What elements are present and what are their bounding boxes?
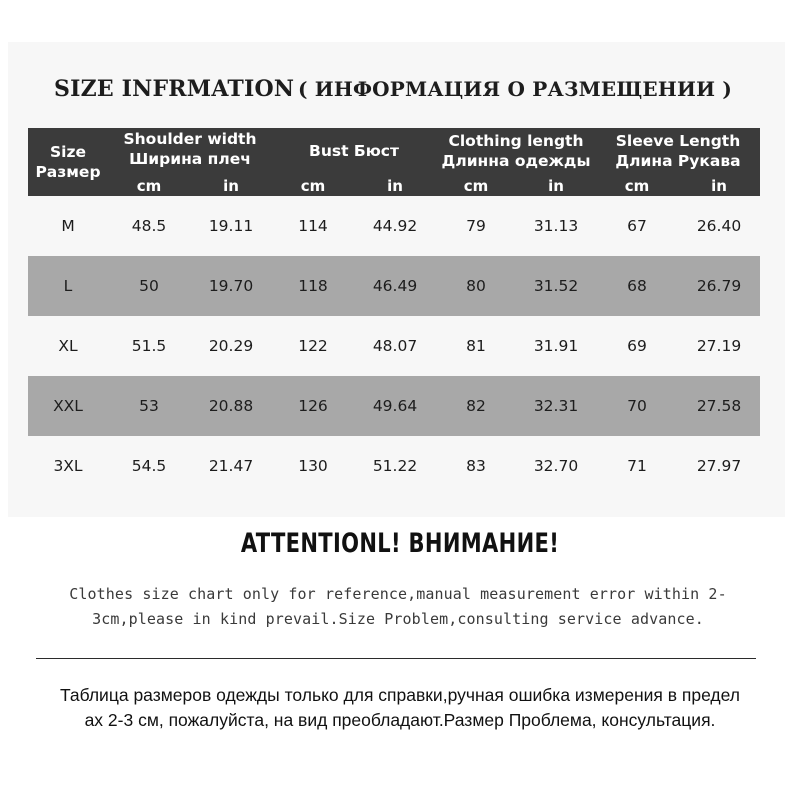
header-shoulder-ru: Ширина плеч bbox=[129, 150, 251, 168]
header-length-ru: Длинна одежды bbox=[441, 152, 591, 170]
cell-shoulder-cm: 48.5 bbox=[131, 217, 167, 235]
cell-length-in: 32.70 bbox=[533, 457, 579, 475]
cell-size: M bbox=[61, 217, 75, 235]
reference-note-ru bbox=[20, 683, 780, 733]
cell-sleeve-cm: 68 bbox=[627, 277, 647, 295]
header-sleeve-en: Sleeve Length bbox=[615, 132, 741, 150]
reference-note-ru-line2: ах 2-3 см, пожалуйста, на вид преобладают.Размер Проблема, консультация. bbox=[84, 710, 716, 730]
cell-shoulder-cm: 54.5 bbox=[131, 457, 167, 475]
cell-bust-in: 51.22 bbox=[372, 457, 418, 475]
unit-sleeve-cm: cm bbox=[624, 177, 650, 195]
cell-shoulder-in: 19.70 bbox=[208, 277, 254, 295]
unit-shoulder-cm: cm bbox=[136, 177, 162, 195]
table-row bbox=[28, 196, 760, 256]
cell-length-cm: 79 bbox=[466, 217, 486, 235]
header-size-en: Size bbox=[49, 143, 86, 161]
cell-size: XXL bbox=[53, 397, 83, 415]
unit-shoulder-in: in bbox=[223, 177, 239, 195]
cell-length-cm: 83 bbox=[466, 457, 486, 475]
cell-bust-in: 46.49 bbox=[372, 277, 418, 295]
cell-sleeve-cm: 67 bbox=[627, 217, 647, 235]
header-shoulder-en: Shoulder width bbox=[123, 130, 257, 148]
unit-length-in: in bbox=[548, 177, 564, 195]
table-row bbox=[28, 376, 760, 436]
divider bbox=[36, 658, 756, 659]
attention-heading: ATTENTIONL! ВНИМАНИЕ! bbox=[240, 528, 560, 559]
header-size-ru: Размер bbox=[35, 163, 101, 181]
unit-sleeve-in: in bbox=[711, 177, 727, 195]
cell-sleeve-cm: 71 bbox=[627, 457, 647, 475]
cell-length-in: 31.13 bbox=[533, 217, 579, 235]
page-title bbox=[28, 66, 760, 112]
cell-length-cm: 82 bbox=[466, 397, 486, 415]
cell-sleeve-in: 27.58 bbox=[696, 397, 742, 415]
cell-shoulder-in: 20.29 bbox=[208, 337, 254, 355]
cell-sleeve-cm: 70 bbox=[627, 397, 647, 415]
cell-shoulder-in: 19.11 bbox=[208, 217, 254, 235]
cell-sleeve-in: 26.79 bbox=[696, 277, 742, 295]
cell-length-in: 31.52 bbox=[533, 277, 579, 295]
header-shoulder bbox=[108, 129, 272, 169]
cell-bust-cm: 122 bbox=[298, 337, 328, 355]
cell-length-cm: 81 bbox=[466, 337, 486, 355]
cell-bust-cm: 114 bbox=[298, 217, 328, 235]
header-length bbox=[436, 131, 596, 171]
cell-bust-cm: 118 bbox=[298, 277, 328, 295]
cell-length-cm: 80 bbox=[466, 277, 486, 295]
table-row bbox=[28, 256, 760, 316]
unit-length-cm: cm bbox=[463, 177, 489, 195]
cell-length-in: 31.91 bbox=[533, 337, 579, 355]
cell-bust-in: 48.07 bbox=[372, 337, 418, 355]
header-bust bbox=[272, 141, 436, 161]
cell-bust-cm: 130 bbox=[298, 457, 328, 475]
cell-sleeve-in: 27.97 bbox=[696, 457, 742, 475]
table-header bbox=[28, 128, 760, 196]
unit-bust-cm: cm bbox=[300, 177, 326, 195]
reference-note-en-line1: Clothes size chart only for reference,manual measurement error within 2- bbox=[69, 585, 727, 603]
header-sleeve-ru: Длина Рукава bbox=[615, 152, 741, 170]
header-sleeve bbox=[596, 131, 760, 171]
header-bust-label: Bust Бюст bbox=[309, 142, 399, 160]
cell-size: 3XL bbox=[53, 457, 83, 475]
cell-bust-in: 49.64 bbox=[372, 397, 418, 415]
header-length-en: Clothing length bbox=[448, 132, 584, 150]
reference-note-en bbox=[28, 582, 768, 632]
cell-size: L bbox=[63, 277, 73, 295]
cell-bust-in: 44.92 bbox=[372, 217, 418, 235]
header-size bbox=[28, 142, 108, 182]
title-en: SIZE INFRMATION bbox=[54, 76, 295, 102]
cell-shoulder-in: 20.88 bbox=[208, 397, 254, 415]
cell-length-in: 32.31 bbox=[533, 397, 579, 415]
cell-shoulder-cm: 53 bbox=[139, 397, 159, 415]
table-row bbox=[28, 316, 760, 376]
cell-size: XL bbox=[58, 337, 78, 355]
cell-shoulder-cm: 51.5 bbox=[131, 337, 167, 355]
cell-sleeve-in: 26.40 bbox=[696, 217, 742, 235]
unit-bust-in: in bbox=[387, 177, 403, 195]
cell-shoulder-in: 21.47 bbox=[208, 457, 254, 475]
cell-sleeve-in: 27.19 bbox=[696, 337, 742, 355]
title-ru: ( ИНФОРМАЦИЯ О РАЗМЕЩЕНИИ ) bbox=[297, 77, 732, 101]
cell-shoulder-cm: 50 bbox=[139, 277, 159, 295]
reference-note-en-line2: 3cm,please in kind prevail.Size Problem,consulting service advance. bbox=[92, 610, 704, 628]
cell-sleeve-cm: 69 bbox=[627, 337, 647, 355]
reference-note-ru-line1: Таблица размеров одежды только для справки,ручная ошибка измерения в предел bbox=[59, 685, 741, 705]
table-row bbox=[28, 436, 760, 496]
cell-bust-cm: 126 bbox=[298, 397, 328, 415]
